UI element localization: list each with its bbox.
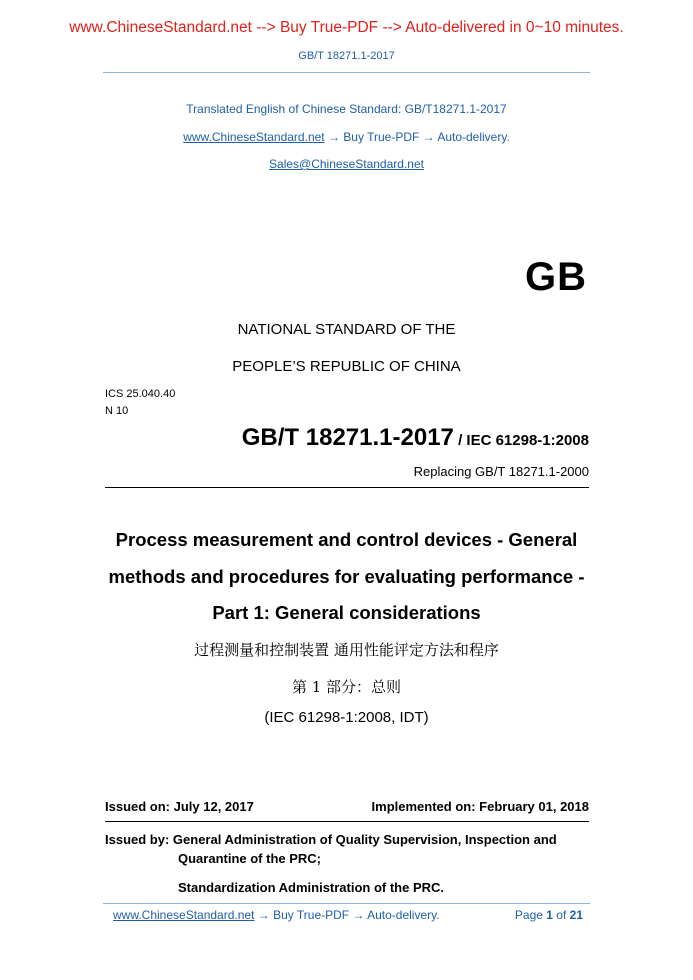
top-banner[interactable]: www.ChineseStandard.net --> Buy True-PDF --> Auto-delivered in 0~10 minutes. bbox=[69, 19, 624, 36]
footer-suffix: → Buy True-PDF → Auto-delivery. bbox=[254, 908, 440, 922]
title-line-3: Part 1: General considerations bbox=[212, 602, 481, 623]
ccs-code: N 10 bbox=[105, 405, 129, 417]
header-divider bbox=[103, 72, 590, 73]
replacing-note: Replacing GB/T 18271.1-2000 bbox=[413, 464, 589, 479]
page-of: of bbox=[552, 908, 570, 922]
issued-on: Issued on: July 12, 2017 bbox=[105, 799, 254, 814]
page-current: 1 bbox=[546, 908, 553, 922]
gb-logo: GB bbox=[525, 255, 587, 299]
chinese-title: 过程测量和控制装置 通用性能评定方法和程序 bbox=[194, 641, 499, 659]
footer bbox=[113, 908, 583, 922]
chinese-part-title: 第 1 部分：总则 bbox=[291, 678, 402, 696]
implemented-on: Implemented on: February 01, 2018 bbox=[371, 799, 589, 814]
sales-email-line bbox=[0, 157, 693, 171]
national-standard-line2: PEOPLE’S REPUBLIC OF CHINA bbox=[232, 358, 461, 375]
sales-email-link[interactable]: Sales@ChineseStandard.net bbox=[269, 157, 424, 171]
header-doc-code: GB/T 18271.1-2017 bbox=[298, 50, 395, 62]
footer-divider bbox=[103, 903, 590, 904]
ics-code: ICS 25.040.40 bbox=[105, 388, 176, 400]
issued-by-line1: Issued by: General Administration of Quality Supervision, Inspection and bbox=[105, 832, 557, 847]
idt-note: (IEC 61298-1:2008, IDT) bbox=[264, 709, 429, 726]
issued-by-line3: Standardization Administration of the PRC. bbox=[178, 880, 445, 895]
buy-line bbox=[0, 130, 693, 144]
page-total: 21 bbox=[569, 908, 583, 922]
footer-site-link[interactable]: www.ChineseStandard.net bbox=[113, 908, 255, 922]
site-link[interactable]: www.ChineseStandard.net bbox=[183, 130, 325, 144]
issue-dates bbox=[105, 799, 589, 814]
page-indicator bbox=[515, 908, 583, 922]
national-standard-line1: NATIONAL STANDARD OF THE bbox=[237, 321, 456, 338]
iec-equivalent: / IEC 61298-1:2008 bbox=[453, 432, 589, 449]
standard-number bbox=[242, 424, 589, 452]
translation-note: Translated English of Chinese Standard: GB/T18271.1-2017 bbox=[186, 102, 507, 116]
title-line-1: Process measurement and control devices - General bbox=[115, 529, 578, 550]
title-divider bbox=[105, 487, 589, 488]
standard-number-main: GB/T 18271.1-2017 bbox=[241, 424, 454, 451]
issue-divider bbox=[105, 821, 589, 822]
title-line-2: methods and procedures for evaluating performance - bbox=[108, 566, 585, 587]
buy-line-suffix: → Buy True-PDF → Auto-delivery. bbox=[324, 130, 510, 144]
issued-by-line2: Quarantine of the PRC; bbox=[178, 851, 322, 866]
page-label: Page bbox=[514, 908, 547, 922]
